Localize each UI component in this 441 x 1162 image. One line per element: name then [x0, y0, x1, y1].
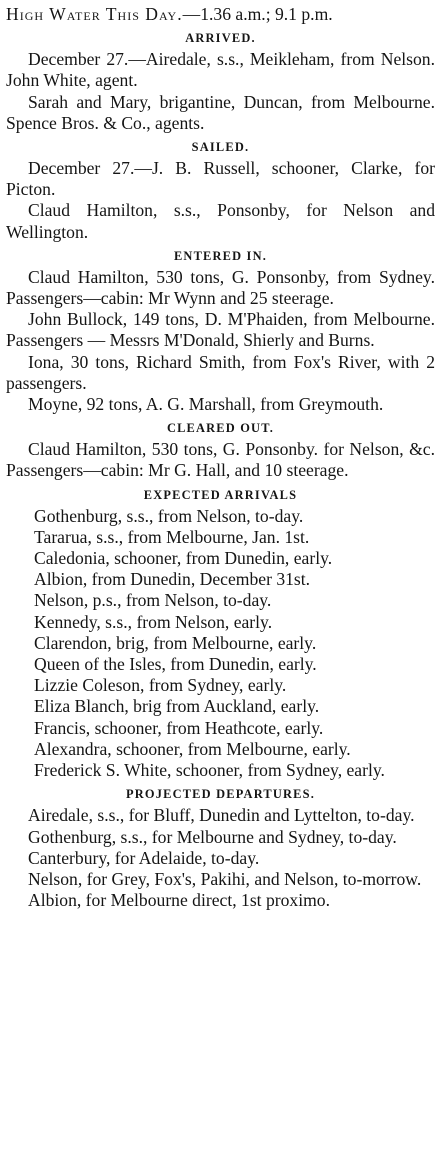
projected-departure-entry: Canterbury, for Adelaide, to-day. [28, 847, 260, 868]
high-water-line [6, 4, 435, 25]
expected-arrival-entry: Albion, from Dunedin, December 31st. [34, 569, 311, 590]
expected-arrival-entry: Tararua, s.s., from Melbourne, Jan. 1st. [34, 526, 310, 547]
entered-in-entry: Iona, 30 tons, Richard Smith, from Fox's River, with 2 passengers. [6, 351, 435, 393]
projected-departure-entry: Nelson, for Grey, Fox's, Pakihi, and Nelson, to-morrow. [28, 868, 422, 889]
entered-in-section [6, 246, 435, 415]
entered-in-entry: Claud Hamilton, 530 tons, G. Ponsonby, from Sydney. Passengers—cabin: Mr Wynn and 25 steerage. [6, 266, 435, 309]
entered-in-heading: ENTERED IN. [173, 248, 268, 263]
expected-arrival-entry: Clarendon, brig, from Melbourne, early. [34, 632, 317, 653]
expected-arrival-entry: Eliza Blanch, brig from Auckland, early. [34, 696, 320, 717]
sailed-entry: December 27.—J. B. Russell, schooner, Clarke, for Picton. [6, 158, 435, 200]
cleared-out-heading: CLEARED OUT. [166, 421, 275, 436]
expected-arrivals-heading: EXPECTED ARRIVALS [143, 487, 298, 502]
projected-departures-heading: PROJECTED DEPARTURES. [125, 787, 316, 802]
sailed-section [6, 137, 435, 243]
high-water-times: —1.36 a.m.; 9.1 p.m. [182, 4, 333, 24]
expected-arrival-entry: Lizzie Coleson, from Sydney, early. [34, 675, 287, 696]
expected-arrival-entry: Kennedy, s.s., from Nelson, early. [34, 611, 273, 632]
arrived-heading: ARRIVED. [185, 31, 256, 46]
expected-arrival-entry: Caledonia, schooner, from Dunedin, early. [34, 548, 333, 569]
entered-in-entry: John Bullock, 149 tons, D. M'Phaiden, from Melbourne. Passengers — Messrs M'Donald, Shierly and Burns. [6, 309, 435, 351]
projected-departures-section [6, 784, 435, 911]
expected-arrival-entry: Alexandra, schooner, from Melbourne, early. [34, 738, 351, 759]
cleared-out-entry: Claud Hamilton, 530 tons, G. Ponsonby. for Nelson, &c. Passengers—cabin: Mr G. Hall, and 10 steerage. [6, 439, 435, 481]
arrived-entry: December 27.—Airedale, s.s., Meikleham, from Nelson. John White, agent. [6, 49, 435, 91]
expected-arrival-entry: Francis, schooner, from Heathcote, early. [34, 717, 324, 738]
sailed-heading: SAILED. [191, 140, 250, 155]
expected-arrival-entry: Queen of the Isles, from Dunedin, early. [34, 654, 317, 675]
projected-departure-entry: Albion, for Melbourne direct, 1st proximo. [28, 890, 330, 911]
expected-arrival-entry: Gothenburg, s.s., from Nelson, to-day. [34, 505, 304, 526]
arrived-section [6, 28, 435, 134]
arrived-entry: Sarah and Mary, brigantine, Duncan, from Melbourne. Spence Bros. & Co., agents. [6, 91, 435, 133]
projected-departure-entry: Airedale, s.s., for Bluff, Dunedin and Lyttelton, to-day. [28, 805, 415, 826]
expected-arrival-entry: Frederick S. White, schooner, from Sydney, early. [34, 760, 385, 781]
sailed-entry: Claud Hamilton, s.s., Ponsonby, for Nelson and Wellington. [6, 200, 435, 242]
projected-departure-entry: Gothenburg, s.s., for Melbourne and Sydney, to-day. [28, 826, 397, 847]
high-water-label: High Water This Day. [6, 4, 183, 24]
expected-arrivals-section [6, 485, 435, 782]
cleared-out-section [6, 418, 435, 481]
entered-in-entry: Moyne, 92 tons, A. G. Marshall, from Greymouth. [28, 394, 384, 415]
expected-arrival-entry: Nelson, p.s., from Nelson, to-day. [34, 590, 272, 611]
